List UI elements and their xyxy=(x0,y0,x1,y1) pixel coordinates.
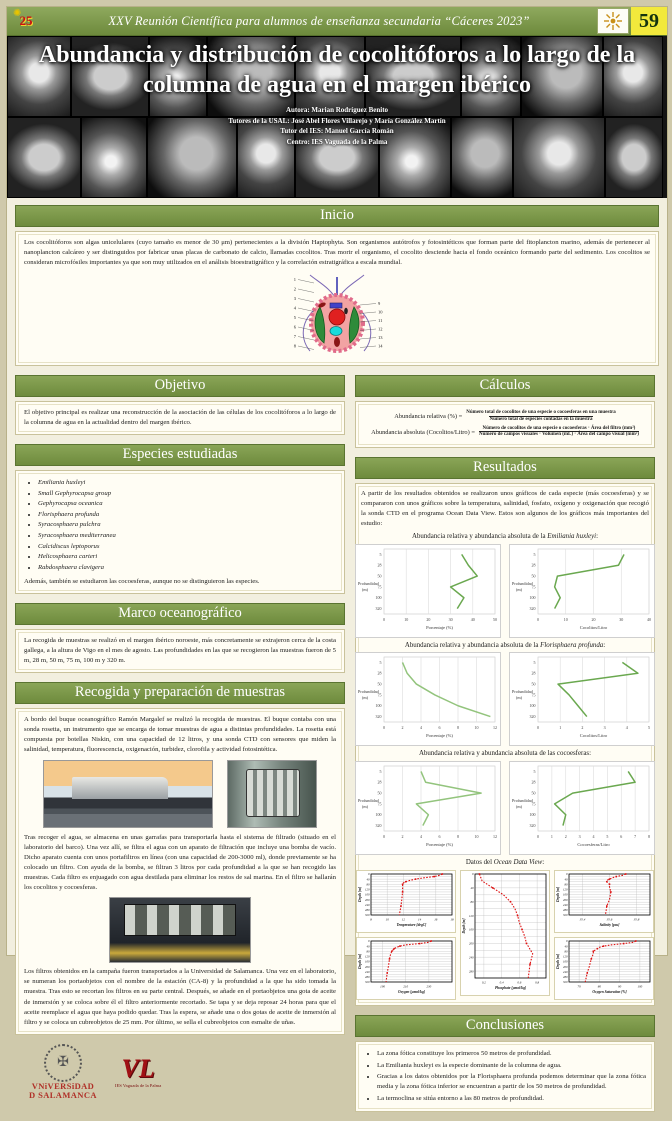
svg-text:28: 28 xyxy=(377,670,382,676)
sunburst-icon xyxy=(603,11,623,31)
recogida-paragraph-3: Los filtros obtenidos en la campaña fueron transportados a la Universidad de Salamanca. Una vez en el laboratorio, se numeran los portaobjetos con el nombre de la estación (CA-8) y la profundidad a la que ha sido tomada la muestra. Tras esto se recortan los filtros en su parte central. Después, se añade en el portaobjetos una gota de aceite de inmersión y se coloca sobre él el filtro anteriormente recortado. Se tapa y se deja reposar 24 horas para que el aceite reemplace el agua que haya podido quedar. Tras la espera, se añade una o dos gotas de aceite de inmersión al filtro y se coloca un cubreobjetos de 25 mm. Por último, se sella el cubreobjetos con esmalte de uñas. xyxy=(24,968,336,1026)
species-item: • Small Gephyrocapsa group xyxy=(38,489,336,499)
svg-text:5: 5 xyxy=(379,768,382,774)
chart-pair-ehux xyxy=(358,544,651,638)
svg-text:50: 50 xyxy=(493,616,497,622)
svg-text:280: 280 xyxy=(469,969,474,974)
svg-text:2: 2 xyxy=(401,833,404,839)
right-column xyxy=(355,375,655,1121)
formula-numerator: Número total de cocolitos de una especie o cocoesferas en una muestra xyxy=(466,410,616,416)
banner-title: XXV Reunión Científica para alumnos de enseñanza secundaria “Cáceres 2023” xyxy=(108,13,530,28)
species-item: • Syracosphaera pulchra xyxy=(38,520,336,530)
svg-text:4: 4 xyxy=(592,833,595,839)
svg-text:10: 10 xyxy=(474,833,479,839)
svg-text:(m): (m) xyxy=(516,695,523,701)
svg-text:240: 240 xyxy=(563,902,568,907)
left-column xyxy=(15,375,345,1101)
svg-text:28: 28 xyxy=(531,670,536,676)
species-item: • Emiliania huxleyi xyxy=(38,478,336,488)
svg-text:10: 10 xyxy=(474,725,479,731)
author-line: Centro: IES Vaguada de la Palma xyxy=(286,137,388,146)
svg-text:120: 120 xyxy=(469,913,474,918)
svg-text:8: 8 xyxy=(293,343,296,349)
conclusion-item: • La zona fótica constituye los primeros 50 metros de profundidad. xyxy=(377,1049,646,1059)
chart-odv-oxygen-saturation xyxy=(554,937,654,1000)
svg-text:160: 160 xyxy=(563,959,568,964)
svg-text:75: 75 xyxy=(377,584,382,590)
svg-text:120: 120 xyxy=(563,954,568,959)
svg-text:3: 3 xyxy=(293,296,296,302)
svg-text:10: 10 xyxy=(385,917,389,922)
inicio-heading: Inicio xyxy=(15,205,659,227)
svg-text:(m): (m) xyxy=(362,803,369,809)
svg-text:320: 320 xyxy=(375,605,382,611)
svg-text:5: 5 xyxy=(379,659,382,665)
svg-text:320: 320 xyxy=(375,822,382,828)
svg-text:100: 100 xyxy=(375,811,382,817)
conclusions-list xyxy=(364,1049,646,1104)
svg-text:160: 160 xyxy=(365,892,370,897)
svg-text:50: 50 xyxy=(377,681,382,687)
chart-caption-ehux: Abundancia relativa y abundancia absoluta de la Emiliania huxleyi: xyxy=(412,533,598,541)
svg-text:(m): (m) xyxy=(516,586,523,592)
svg-text:16: 16 xyxy=(434,917,438,922)
svg-text:0: 0 xyxy=(383,833,385,839)
svg-text:5: 5 xyxy=(533,768,536,774)
svg-text:320: 320 xyxy=(365,913,370,918)
svg-text:80: 80 xyxy=(366,949,370,954)
flower-icon: ✺ xyxy=(13,8,22,19)
author-block xyxy=(7,105,667,147)
svg-text:200: 200 xyxy=(365,897,370,902)
svg-text:75: 75 xyxy=(531,692,536,698)
svg-text:3: 3 xyxy=(603,725,606,731)
species-item: • Calcidiscus leptoporus xyxy=(38,542,336,552)
svg-text:0.6: 0.6 xyxy=(517,980,522,985)
chart-ehux-absolute xyxy=(509,544,655,638)
svg-text:0.4: 0.4 xyxy=(499,980,504,985)
coccolithophore-cell-diagram xyxy=(262,271,412,355)
odv-right-column xyxy=(554,870,654,1000)
svg-text:6: 6 xyxy=(620,833,623,839)
svg-text:320: 320 xyxy=(365,980,370,985)
formula-label: Abundancia absoluta (Cocolitos/Litro) = xyxy=(371,428,475,436)
svg-text:80: 80 xyxy=(366,882,370,887)
svg-text:320: 320 xyxy=(529,714,536,720)
svg-text:Phosphate [µmol/kg]: Phosphate [µmol/kg] xyxy=(494,985,527,990)
svg-text:Profundidad: Profundidad xyxy=(512,689,533,695)
svg-text:Depth [m]: Depth [m] xyxy=(556,953,560,970)
svg-text:40: 40 xyxy=(647,616,651,622)
svg-text:6: 6 xyxy=(438,833,441,839)
odv-left-column xyxy=(356,870,456,1000)
svg-text:12: 12 xyxy=(493,725,497,731)
svg-text:75: 75 xyxy=(377,800,382,806)
svg-text:50: 50 xyxy=(531,681,536,687)
svg-text:40: 40 xyxy=(564,877,568,882)
svg-text:Depth [m]: Depth [m] xyxy=(462,918,466,934)
svg-text:Profundidad: Profundidad xyxy=(358,580,379,586)
objetivo-heading: Objetivo xyxy=(15,375,345,397)
svg-text:8: 8 xyxy=(457,725,459,731)
svg-text:50: 50 xyxy=(531,573,536,579)
conclusion-item: • La Emiliania huxleyi es la especie dominante de la columna de agua. xyxy=(377,1061,646,1071)
recogida-paragraph-2: Tras recoger el agua, se almacena en unas garrafas para transportarla hasta el sistema de filtrado (situado en el laboratorio del barco). Una vez allí, se filtra el agua con un aparato de filtración que incluye una bomba de vacío. Dicho aparato cuenta con unos portafiltros en línea (con una capacidad de 200-3000 ml), donde previamente se ha colocado un filtro. Con ayuda de la bomba, se filtran 3 litros por cada profundidad a la que se han recogido las muestras. Cada filtro es enjuagado con agua destilada para eliminar los restos de sal marina. En el filtro se hallarán los cocolitos y cocoesferas. xyxy=(24,834,336,892)
svg-text:5: 5 xyxy=(293,315,296,321)
svg-text:Oxygen Saturation [%]: Oxygen Saturation [%] xyxy=(592,990,627,994)
svg-text:100: 100 xyxy=(375,594,382,600)
author-line: Tutor del IES: Manuel García Román xyxy=(280,127,394,135)
title-collage xyxy=(7,36,667,198)
species-item: • Florisphaera profunda xyxy=(38,510,336,520)
svg-text:30: 30 xyxy=(448,616,453,622)
species-item: • Syracosphaera mediterranea xyxy=(38,531,336,541)
rosette-sampler-photo xyxy=(227,760,317,828)
svg-text:0: 0 xyxy=(537,725,539,731)
formula-denominator: Número total de especies contadas en la muestra xyxy=(489,416,593,422)
svg-text:40: 40 xyxy=(470,616,475,622)
svg-text:320: 320 xyxy=(563,913,568,918)
svg-text:35.4: 35.4 xyxy=(579,917,586,922)
usal-name: VNiVERSiDAD D SALAMANCA xyxy=(29,1080,97,1101)
chart-caption-cocos: Abundancia relativa y abundancia absoluta de las cocoesferas: xyxy=(418,750,591,758)
svg-text:320: 320 xyxy=(563,980,568,985)
svg-text:Porcentaje (%): Porcentaje (%) xyxy=(426,624,453,630)
conclusion-item: • Gracias a los datos obtenidos por la Florisphaera profunda podemos determinar que la zona fótica media y la zona fótica inferior se encuentran a partir de los 50 metros de profundidad. xyxy=(377,1072,646,1092)
svg-text:200: 200 xyxy=(365,964,370,969)
formula-label: Abundancia relativa (%) = xyxy=(394,413,463,421)
svg-text:160: 160 xyxy=(365,959,370,964)
svg-text:100: 100 xyxy=(375,703,382,709)
society-sun-logo-icon xyxy=(597,8,629,34)
species-item: • Gephyrocapsa oceanica xyxy=(38,499,336,509)
top-banner xyxy=(7,7,667,36)
svg-text:120: 120 xyxy=(365,954,370,959)
svg-text:20: 20 xyxy=(426,616,431,622)
odv-charts xyxy=(358,870,649,1000)
marco-heading: Marco oceanográfico xyxy=(15,603,345,625)
chart-odv-oxygen xyxy=(356,937,456,1000)
recogida-paragraph-1: A bordo del buque oceanográfico Ramón Margalef se realizó la recogida de muestras. El buque contaba con una sonda rosetta, un instrumento que se encarga de tomar muestras de agua a distintas profundidades. La rosetta está compuesta por botellas Niskin, con una capacidad de 12 litros, y una sonda CTD con sensores que miden la salinidad, temperatura, fluorescencia, oxigenación, turbidez, clorofila y actividad fotosintética. xyxy=(24,715,336,754)
svg-text:Temperature [degC]: Temperature [degC] xyxy=(396,922,427,927)
svg-text:5: 5 xyxy=(533,551,536,557)
svg-text:5: 5 xyxy=(648,725,650,731)
svg-text:Cocolitos/Litro: Cocolitos/Litro xyxy=(579,624,608,630)
anniversary-number: 25 xyxy=(19,13,33,28)
svg-text:75: 75 xyxy=(531,800,536,806)
conclusion-item: • La termoclina se sitúa entorno a las 80 metros de profundidad. xyxy=(377,1094,646,1104)
filtration-system-photo xyxy=(109,897,251,963)
svg-text:18: 18 xyxy=(450,917,454,922)
svg-text:6: 6 xyxy=(293,324,296,330)
formula-numerator: Número de cocolitos de una especie o cocoesferas · Área del filtro (mm²) xyxy=(482,425,636,431)
svg-text:80: 80 xyxy=(470,899,474,904)
svg-text:80: 80 xyxy=(597,984,601,989)
svg-text:120: 120 xyxy=(365,887,370,892)
section-resultados xyxy=(355,457,655,1006)
cell-diagram xyxy=(24,271,650,359)
svg-text:Porcentaje (%): Porcentaje (%) xyxy=(426,841,453,847)
poster-title: Abundancia y distribución de cocolitóforos a lo largo de la columna de agua en el margen ibérico xyxy=(38,42,636,98)
svg-text:8: 8 xyxy=(457,833,459,839)
svg-text:100: 100 xyxy=(637,984,643,989)
svg-text:50: 50 xyxy=(377,790,382,796)
svg-text:320: 320 xyxy=(529,605,536,611)
svg-text:Salinity [psu]: Salinity [psu] xyxy=(599,922,620,927)
svg-text:90: 90 xyxy=(618,984,622,989)
ies-monogram-icon: VL xyxy=(121,1054,155,1084)
svg-text:240: 240 xyxy=(365,969,370,974)
svg-text:0: 0 xyxy=(368,872,370,877)
inicio-body: Los cocolitóforos son algas unicelulares (cuyo tamaño es menor de 30 μm) pertenecientes a la división Haptophyta. Son organismos autótrofos y fotosintéticos que forman parte del fitoplancton marino, además de pertenecer al nanoplancton calcáreo y ser distinguidos por fabricar unas placas de carbonato de calcio, llamadas cocolitos. Tras morir el organismo, el cocolito desciende hacia el fondo oceánico formando parte del sedimento. Los cocolitos se consideran microfósiles importantes ya que son muy utilizados en el análisis bioestratigráfico y la correlación estratigráfica a escala mundial. xyxy=(24,239,650,267)
svg-text:28: 28 xyxy=(377,562,382,568)
resultados-intro: A partir de los resultados obtenidos se realizaron unos gráficos de cada especie (más cocoesferas) y se compararon con unos gráficos sobre la temperatura, salinidad, fosfato, oxígeno y oxigenación que recogió la sonda CTD en el programa Ocean Data View. Estos son algunos de los gráficos más importantes del estudio: xyxy=(361,490,649,528)
svg-text:4: 4 xyxy=(293,305,296,311)
svg-text:1: 1 xyxy=(550,833,553,839)
author-line: Autora: Marian Rodríguez Benito xyxy=(285,106,389,114)
svg-text:4: 4 xyxy=(420,833,422,839)
svg-text:7: 7 xyxy=(293,334,296,340)
svg-text:190: 190 xyxy=(380,984,385,989)
svg-text:Porcentaje (%): Porcentaje (%) xyxy=(426,733,453,739)
svg-text:Depth [m]: Depth [m] xyxy=(556,886,560,902)
calculos-heading: Cálculos xyxy=(355,375,655,397)
chart-fprof-absolute xyxy=(509,652,655,746)
svg-text:80: 80 xyxy=(564,882,568,887)
chart-caption-fprof: Abundancia relativa y abundancia absoluta de la Florisphaera profunda: xyxy=(404,641,606,649)
svg-text:30: 30 xyxy=(619,616,624,622)
section-marco xyxy=(15,603,345,673)
svg-text:8: 8 xyxy=(648,833,650,839)
species-list xyxy=(24,478,336,572)
svg-text:2: 2 xyxy=(564,833,567,839)
chart-cocos-relative xyxy=(355,761,501,855)
svg-text:4: 4 xyxy=(625,725,628,731)
svg-text:280: 280 xyxy=(563,908,568,913)
svg-text:200: 200 xyxy=(563,964,568,969)
svg-text:160: 160 xyxy=(563,892,568,897)
svg-text:2: 2 xyxy=(401,725,404,731)
recogida-heading: Recogida y preparación de muestras xyxy=(15,682,345,704)
svg-text:(m): (m) xyxy=(516,803,523,809)
svg-text:1: 1 xyxy=(293,277,296,283)
svg-text:Cocoesferas/Litro: Cocoesferas/Litro xyxy=(577,841,610,847)
svg-text:Profundidad: Profundidad xyxy=(512,797,533,803)
svg-text:12: 12 xyxy=(378,326,383,332)
svg-text:0: 0 xyxy=(383,616,385,622)
especies-note: Además, también se estudiaron las cocoesferas, aunque no se distinguieron las especies. xyxy=(24,577,260,585)
svg-text:5: 5 xyxy=(606,833,609,839)
svg-text:7: 7 xyxy=(634,833,637,839)
svg-text:10: 10 xyxy=(563,616,568,622)
svg-text:0: 0 xyxy=(368,939,370,944)
svg-text:0: 0 xyxy=(472,872,474,877)
svg-text:12: 12 xyxy=(493,833,497,839)
svg-text:5: 5 xyxy=(379,551,382,557)
svg-text:280: 280 xyxy=(365,975,370,980)
author-line: Tutores de la USAL: José Abel Flores Villarejo y María González Martín xyxy=(228,116,446,125)
chart-cocos-absolute xyxy=(509,761,655,855)
svg-text:28: 28 xyxy=(531,779,536,785)
title-overlay xyxy=(7,36,667,198)
svg-text:2: 2 xyxy=(293,286,296,292)
section-calculos xyxy=(355,375,655,448)
svg-text:0.8: 0.8 xyxy=(535,980,540,985)
svg-text:Oxygen [µmol/kg]: Oxygen [µmol/kg] xyxy=(398,990,425,994)
svg-text:100: 100 xyxy=(529,703,536,709)
svg-text:(m): (m) xyxy=(362,695,369,701)
usal-logo xyxy=(29,1044,97,1102)
svg-text:Depth [m]: Depth [m] xyxy=(358,953,362,970)
svg-text:280: 280 xyxy=(365,908,370,913)
species-item: • Rabdosphaera clavigera xyxy=(38,563,336,573)
svg-text:70: 70 xyxy=(577,984,581,989)
section-recogida xyxy=(15,682,345,1035)
svg-text:0: 0 xyxy=(537,616,539,622)
svg-text:35.8: 35.8 xyxy=(633,917,640,922)
ies-logo xyxy=(115,1056,161,1088)
svg-text:11: 11 xyxy=(378,318,383,324)
svg-text:240: 240 xyxy=(365,902,370,907)
photo-row xyxy=(24,760,336,828)
svg-text:1: 1 xyxy=(559,725,562,731)
chart-odv-phosphate xyxy=(460,870,550,996)
conclusiones-heading: Conclusiones xyxy=(355,1015,655,1037)
svg-text:9: 9 xyxy=(378,301,381,307)
svg-text:120: 120 xyxy=(563,887,568,892)
svg-text:12: 12 xyxy=(401,917,405,922)
poster-number-badge: 59 xyxy=(631,7,667,35)
svg-text:80: 80 xyxy=(564,949,568,954)
svg-text:230: 230 xyxy=(426,984,432,989)
svg-text:50: 50 xyxy=(377,573,382,579)
section-objetivo xyxy=(15,375,345,435)
chart-ehux-relative xyxy=(355,544,501,638)
svg-text:2: 2 xyxy=(581,725,584,731)
svg-text:5: 5 xyxy=(533,659,536,665)
svg-text:0.2: 0.2 xyxy=(481,980,486,985)
svg-text:Depth [m]: Depth [m] xyxy=(358,886,362,902)
svg-text:3: 3 xyxy=(578,833,581,839)
species-item: • Helicosphaera carteri xyxy=(38,552,336,562)
chart-odv-temperature xyxy=(356,870,456,933)
svg-text:320: 320 xyxy=(375,714,382,720)
odv-caption: Datos del Ocean Data View: xyxy=(465,858,545,866)
svg-text:75: 75 xyxy=(377,692,382,698)
svg-text:13: 13 xyxy=(378,335,383,341)
institution-logos xyxy=(29,1044,337,1102)
usal-seal-icon: ✠ xyxy=(44,1044,82,1082)
svg-text:280: 280 xyxy=(563,975,568,980)
odv-middle-column xyxy=(460,870,550,996)
section-inicio xyxy=(15,205,659,366)
svg-text:100: 100 xyxy=(529,811,536,817)
svg-text:Cocolitos/Litro: Cocolitos/Litro xyxy=(579,733,608,739)
svg-text:10: 10 xyxy=(378,309,383,315)
section-conclusiones xyxy=(355,1015,655,1112)
svg-text:75: 75 xyxy=(531,584,536,590)
formula-relative-abundance xyxy=(364,410,646,424)
svg-text:10: 10 xyxy=(404,616,409,622)
svg-text:Profundidad: Profundidad xyxy=(358,797,379,803)
objetivo-body: El objetivo principal es realizar una reconstrucción de la asociación de las células de los cocolitóforos a lo largo de la columna de agua en la actualidad dentro del margen ibérico. xyxy=(15,401,345,435)
svg-text:Profundidad: Profundidad xyxy=(358,689,379,695)
svg-text:0: 0 xyxy=(537,833,539,839)
chart-fprof-relative xyxy=(355,652,501,746)
marco-body: La recogida de muestras se realizó en el margen ibérico noroeste, más concretamente se extrajeron cerca de la costa gallega, a la altura de Vigo en el mes de agosto. Las profundidades en las que se recogieron las muestras fueron de 5 m, 28 m, 50 m, 75 m, 100 m y 320 m. xyxy=(15,629,345,673)
svg-text:8: 8 xyxy=(370,917,372,922)
research-vessel-photo xyxy=(43,760,213,828)
svg-text:4: 4 xyxy=(420,725,422,731)
poster xyxy=(6,6,668,1102)
anniversary-25-logo-icon xyxy=(11,9,41,33)
svg-text:6: 6 xyxy=(438,725,441,731)
svg-text:0: 0 xyxy=(383,725,385,731)
svg-text:40: 40 xyxy=(564,944,568,949)
two-column-layout xyxy=(15,375,659,1121)
svg-text:240: 240 xyxy=(563,969,568,974)
svg-text:Profundidad: Profundidad xyxy=(512,580,533,586)
section-especies xyxy=(15,444,345,593)
formula-denominator: Número de campos visuales · Volumen (mL) · Área del campo visual (mm²) xyxy=(478,432,639,438)
svg-text:240: 240 xyxy=(469,955,474,960)
chart-pair-fprof xyxy=(358,652,650,746)
svg-text:40: 40 xyxy=(366,877,370,882)
svg-text:210: 210 xyxy=(403,984,409,989)
resultados-heading: Resultados xyxy=(355,457,655,479)
svg-text:14: 14 xyxy=(378,343,383,349)
svg-text:20: 20 xyxy=(591,616,596,622)
chart-pair-cocos xyxy=(358,761,650,855)
svg-text:320: 320 xyxy=(529,822,536,828)
especies-heading: Especies estudiadas xyxy=(15,444,345,466)
chart-odv-salinity xyxy=(554,870,654,933)
svg-text:160: 160 xyxy=(469,927,474,932)
svg-text:50: 50 xyxy=(531,790,536,796)
ies-name: IES Vaguada de la Palma xyxy=(114,1083,162,1089)
svg-text:0: 0 xyxy=(566,939,568,944)
svg-text:0: 0 xyxy=(566,872,568,877)
svg-text:28: 28 xyxy=(531,562,536,568)
svg-text:100: 100 xyxy=(529,594,536,600)
svg-text:200: 200 xyxy=(469,941,474,946)
svg-text:40: 40 xyxy=(366,944,370,949)
svg-text:28: 28 xyxy=(377,779,382,785)
svg-text:40: 40 xyxy=(470,886,474,891)
svg-text:14: 14 xyxy=(418,917,422,922)
svg-text:200: 200 xyxy=(563,897,568,902)
svg-text:35.6: 35.6 xyxy=(606,917,613,922)
formula-absolute-abundance xyxy=(364,426,646,440)
svg-text:(m): (m) xyxy=(362,586,369,592)
